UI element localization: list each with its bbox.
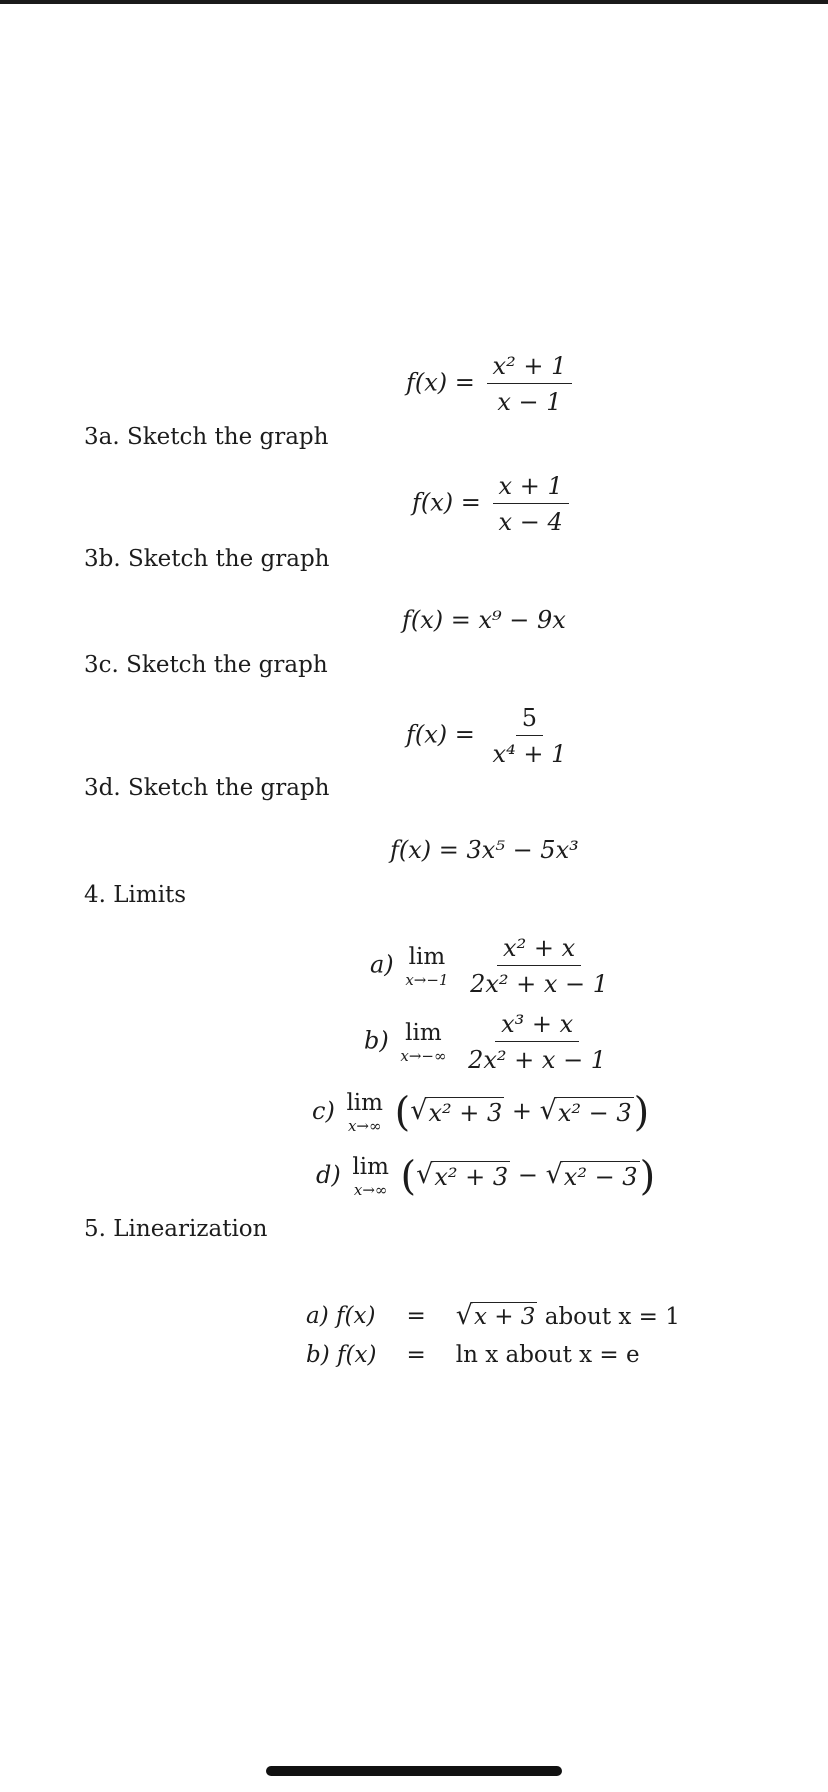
limit-subscript: x→−1 — [405, 970, 449, 989]
numerator: x³ + x — [495, 1010, 579, 1042]
item-tag: b) f(x) — [306, 1342, 377, 1368]
radical-sign: √ — [455, 1300, 473, 1331]
limit-operator — [400, 1020, 446, 1065]
item-tag: b) — [364, 1026, 389, 1055]
numerator: 5 — [516, 704, 543, 736]
sqrt — [410, 1097, 504, 1127]
limit-operator — [346, 1090, 383, 1135]
right-paren: ) — [633, 1089, 650, 1136]
limit-c — [312, 1090, 649, 1135]
limit-operator — [352, 1154, 389, 1199]
denominator: 2x² + x − 1 — [468, 1046, 607, 1074]
fraction — [493, 472, 569, 536]
section-3a-label: 3a. Sketch the graph — [84, 424, 329, 450]
limit-d — [316, 1154, 655, 1199]
equals-sign: = — [454, 368, 475, 397]
function-name: f(x) — [406, 368, 448, 397]
radicand: x + 3 — [473, 1304, 536, 1330]
operator: + — [511, 1097, 532, 1125]
fraction — [462, 1010, 612, 1074]
expression: ln x about x = e — [455, 1342, 640, 1368]
lim-word: lim — [346, 1090, 383, 1116]
linearization-row-b — [298, 1336, 688, 1374]
radical-sign: √ — [539, 1095, 557, 1126]
limit-operator — [405, 944, 448, 989]
radicand: x² + 3 — [434, 1163, 509, 1191]
equals-sign: = — [460, 488, 481, 517]
left-paren: ( — [394, 1089, 411, 1136]
expression — [448, 1296, 688, 1336]
function-name: f(x) — [412, 488, 454, 517]
section-3d-label: 3d. Sketch the graph — [84, 775, 330, 801]
item-tag: a) f(x) — [306, 1303, 376, 1329]
function-3b — [412, 472, 573, 536]
linearization-table — [298, 1296, 688, 1374]
radicand: x² + 3 — [428, 1099, 503, 1127]
equals-sign: = — [406, 1342, 426, 1368]
top-border — [0, 0, 828, 4]
left-paren: ( — [400, 1153, 417, 1200]
right-paren: ) — [639, 1153, 656, 1200]
item-tag: a) — [370, 950, 394, 979]
home-indicator[interactable] — [266, 1766, 562, 1776]
sqrt — [416, 1161, 510, 1191]
function-name: f(x) — [406, 720, 448, 749]
radical-sign: √ — [416, 1159, 434, 1190]
radical-sign: √ — [410, 1095, 428, 1126]
fraction — [487, 352, 573, 416]
numerator: x + 1 — [493, 472, 569, 504]
lim-word: lim — [405, 1019, 442, 1046]
sqrt — [540, 1097, 634, 1127]
denominator: x − 1 — [497, 388, 562, 416]
function-3e: f(x) = 3x⁵ − 5x³ — [390, 836, 579, 864]
sqrt — [456, 1302, 538, 1330]
function-3d — [406, 704, 576, 768]
section-3c-label: 3c. Sketch the graph — [84, 652, 328, 678]
operator: − — [517, 1161, 538, 1189]
function-3c: f(x) = x⁹ − 9x — [402, 606, 566, 634]
expression-rest: about x = 1 — [544, 1304, 680, 1330]
limit-a — [370, 934, 618, 998]
equals-sign: = — [454, 720, 475, 749]
denominator: x − 4 — [498, 508, 563, 536]
limit-b — [364, 1010, 616, 1074]
radicand: x² − 3 — [557, 1099, 632, 1127]
limit-subscript: x→∞ — [353, 1181, 388, 1199]
lim-word: lim — [352, 1154, 389, 1180]
item-tag: d) — [316, 1161, 341, 1189]
fraction — [487, 704, 573, 768]
fraction — [464, 934, 614, 998]
equals-sign: = — [406, 1303, 426, 1329]
item-tag: c) — [312, 1097, 335, 1125]
function-3a — [406, 352, 576, 416]
denominator: 2x² + x − 1 — [470, 970, 609, 998]
section-5-label: 5. Linearization — [84, 1216, 268, 1242]
section-3b-label: 3b. Sketch the graph — [84, 546, 330, 572]
section-4-label: 4. Limits — [84, 882, 187, 908]
limit-subscript: x→∞ — [347, 1117, 382, 1135]
linearization-row-a — [298, 1296, 688, 1336]
sqrt — [546, 1161, 640, 1191]
numerator: x² + x — [497, 934, 581, 966]
limit-subscript: x→−∞ — [400, 1046, 447, 1065]
radical-sign: √ — [545, 1159, 563, 1190]
numerator: x² + 1 — [487, 352, 573, 384]
radicand: x² − 3 — [563, 1163, 638, 1191]
denominator: x⁴ + 1 — [492, 740, 567, 768]
lim-word: lim — [408, 943, 446, 970]
